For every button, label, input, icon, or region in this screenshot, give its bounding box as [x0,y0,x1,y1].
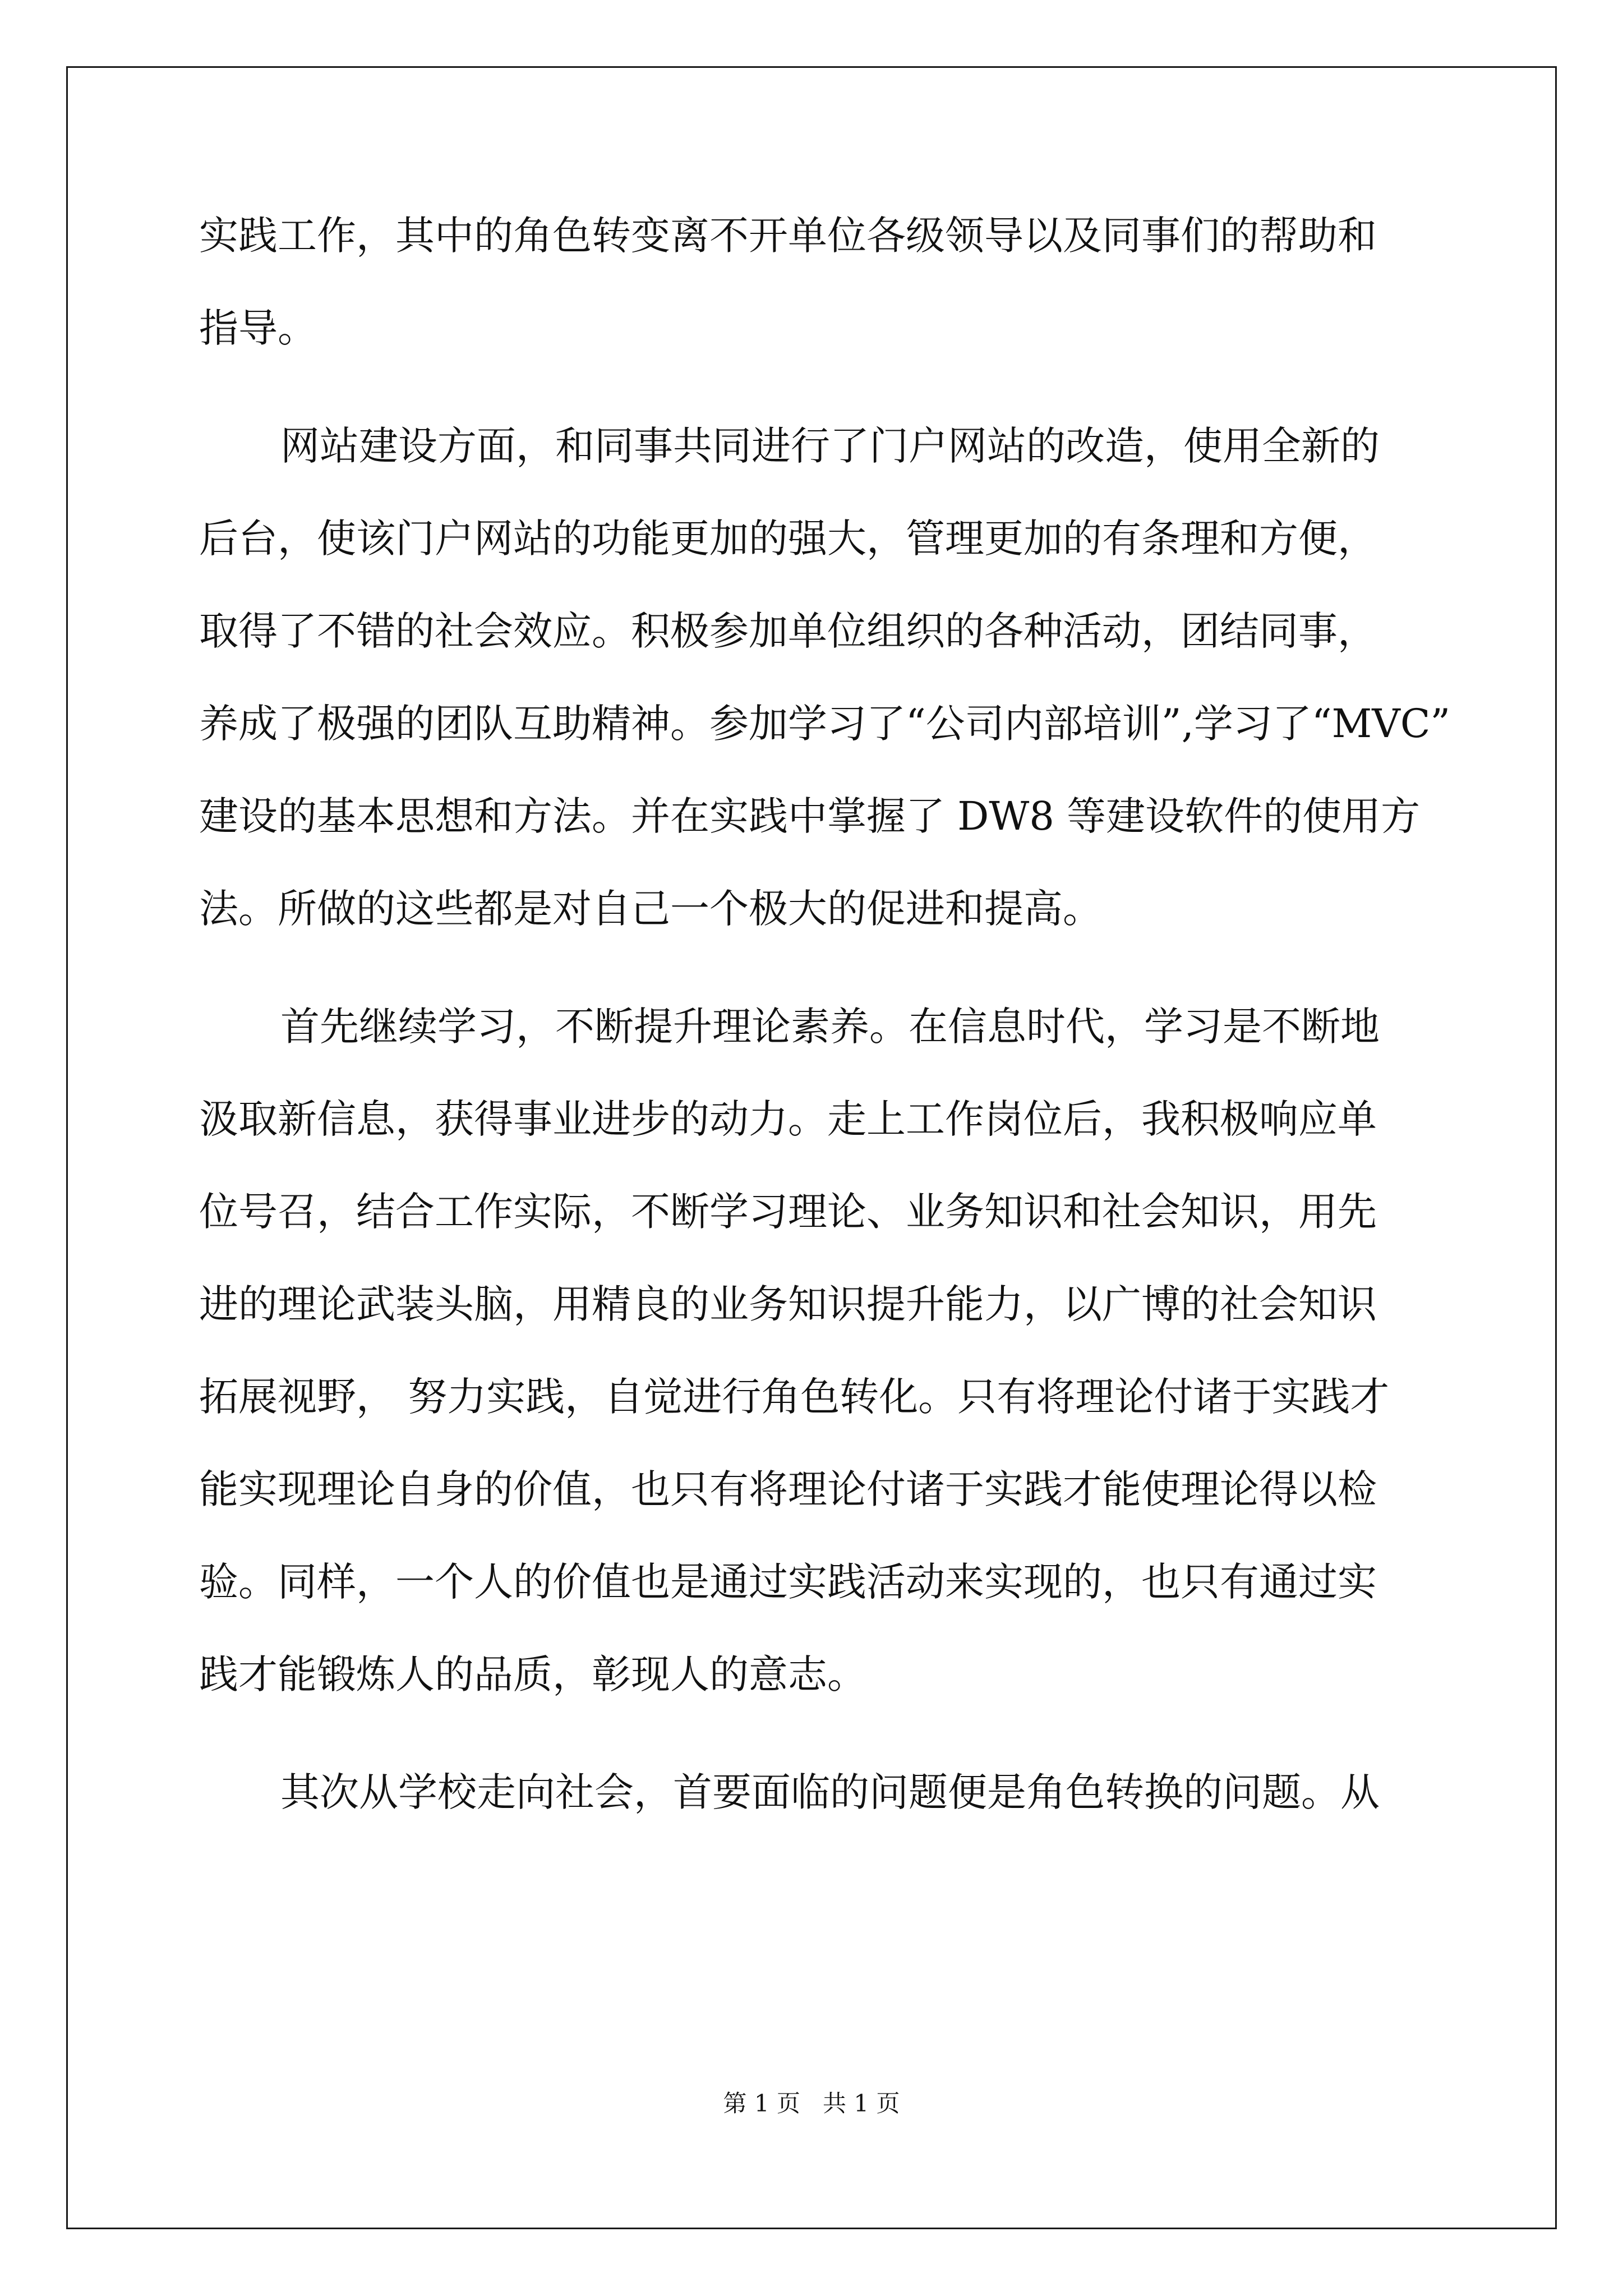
text-line: 建设的基本思想和方法。并在实践中掌握了 DW8 等建设软件的使用方 [199,793,1421,839]
text-line: 养成了极强的团队互助精神。参加学习了“公司内部培训”,学习了“MVC” [199,701,1451,747]
text-line: 拓展视野， 努力实践，自觉进行角色转化。只有将理论付诸于实践才 [199,1374,1390,1420]
text-line: 法。所做的这些都是对自己一个极大的促进和提高。 [199,886,1102,932]
text-line: 位号召，结合工作实际，不断学习理论、业务知识和社会知识，用先 [199,1189,1377,1235]
paragraph-start-line: 网站建设方面，和同事共同进行了门户网站的改造，使用全新的 [280,423,1380,469]
text-line: 汲取新信息，获得事业进步的动力。走上工作岗位后，我积极响应单 [199,1096,1377,1142]
text-line: 指导。 [199,305,317,351]
text-line: 实践工作，其中的角色转变离不开单位各级领导以及同事们的帮助和 [199,213,1377,259]
text-line: 进的理论武装头脑，用精良的业务知识提升能力，以广博的社会知识 [199,1281,1377,1327]
paragraph-start-line: 首先继续学习，不断提升理论素养。在信息时代，学习是不断地 [280,1004,1380,1050]
text-line: 取得了不错的社会效应。积极参加单位组织的各种活动，团结同事， [199,608,1377,654]
text-line: 验。同样，一个人的价值也是通过实践活动来实现的，也只有通过实 [199,1559,1377,1605]
page-number-footer: 第 1 页 共 1 页 [723,2090,900,2117]
text-line: 能实现理论自身的价值，也只有将理论付诸于实践才能使理论得以检 [199,1466,1377,1512]
paragraph-start-line: 其次从学校走向社会，首要面临的问题便是角色转换的问题。从 [280,1769,1380,1815]
text-line: 践才能锻炼人的品质，彰现人的意志。 [199,1651,866,1697]
page-border [66,66,1557,2229]
text-line: 后台，使该门户网站的功能更加的强大，管理更加的有条理和方便， [199,516,1377,562]
